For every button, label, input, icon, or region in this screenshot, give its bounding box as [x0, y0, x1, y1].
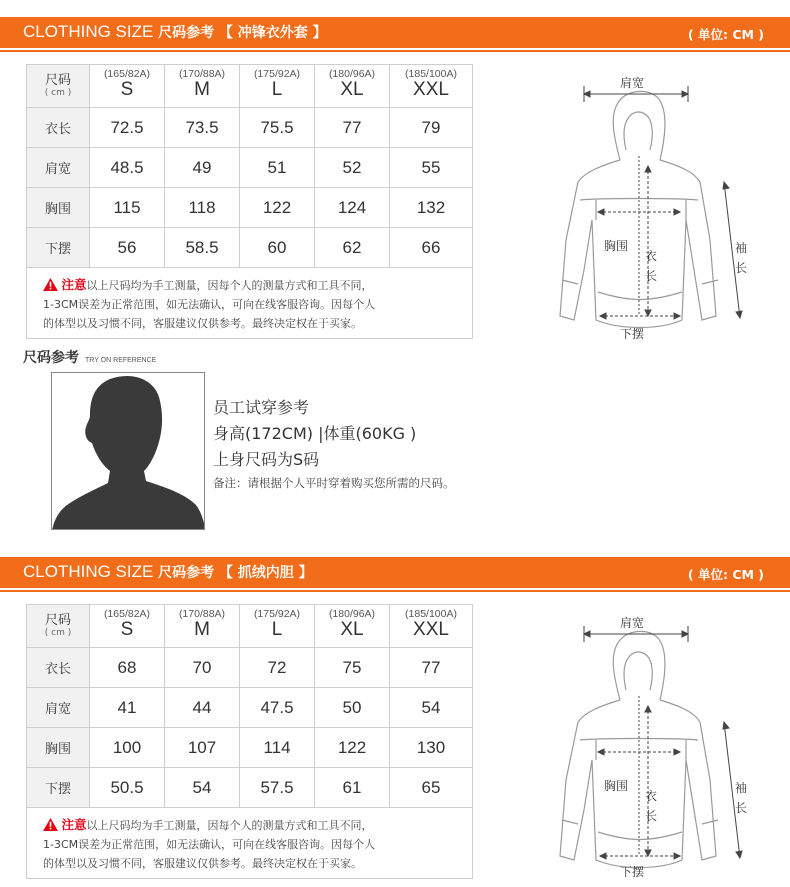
chest-label: 胸围: [604, 779, 629, 793]
size-table-fleece: [26, 604, 473, 879]
note-line: 的体型以及习惯不同，客服建议仅供参考。最终决定权在于买家。: [43, 317, 362, 330]
cell-value: 73.5: [165, 108, 240, 148]
cell-value: 48.5: [90, 148, 165, 188]
size-spec: (175/92A): [253, 68, 301, 80]
reference-note: 备注：请根据个人平时穿着购买您所需的尺码。: [213, 476, 455, 490]
note-key: 注意: [61, 817, 87, 832]
note-line: 的体型以及习惯不同，客服建议仅供参考。最终决定权在于买家。: [43, 857, 362, 870]
unit-sub-label: ( cm ): [44, 88, 72, 98]
length-char: 衣: [644, 249, 657, 263]
row-label: 胸围: [27, 188, 90, 228]
header-title: [23, 22, 327, 42]
size-name: S: [120, 79, 134, 100]
size-name: XXL: [413, 79, 449, 100]
size-col-s: [90, 65, 165, 108]
unit-sub-label: ( cm ): [44, 628, 72, 638]
size-name: L: [271, 79, 283, 100]
size-spec: (165/82A): [103, 608, 151, 620]
table-row-chest: [27, 728, 473, 768]
reference-text: [213, 395, 455, 493]
cell-value: 50: [315, 688, 390, 728]
header-bar: [0, 557, 790, 588]
header-underline: [0, 50, 790, 52]
size-col-xxl: [390, 65, 473, 108]
size-name: M: [194, 79, 210, 100]
hem-label: 下摆: [620, 327, 645, 341]
cell-value: 65: [390, 768, 473, 808]
cell-value: 114: [240, 728, 315, 768]
note-line: 以上尺码均为手工测量，因每个人的测量方式和工具不同，: [86, 819, 373, 832]
table-row-chest: [27, 188, 473, 228]
note-text: [43, 815, 462, 873]
size-spec: (165/82A): [103, 68, 151, 80]
size-col-m: [165, 65, 240, 108]
sleeve-char: 长: [734, 801, 747, 815]
reference-line-body: 身高(172CM) |体重(60KG ): [213, 424, 417, 443]
length-char: 长: [644, 809, 657, 823]
fleece-outline: [540, 610, 760, 880]
person-silhouette: [52, 373, 205, 530]
cell-value: 62: [315, 228, 390, 268]
cell-value: 100: [90, 728, 165, 768]
section-header-fleece: [0, 557, 790, 591]
cell-value: 122: [315, 728, 390, 768]
cell-value: 61: [315, 768, 390, 808]
cell-value: 130: [390, 728, 473, 768]
size-spec: (180/96A): [328, 68, 376, 80]
reference-line-title: 员工试穿参考: [213, 398, 310, 417]
size-table-jacket: [26, 64, 473, 339]
warning-triangle-icon: [43, 278, 58, 291]
chest-label: 胸围: [604, 239, 629, 253]
reference-title-cn: 尺码参考: [23, 350, 79, 366]
cell-value: 107: [165, 728, 240, 768]
warning-triangle-icon: [43, 818, 58, 831]
length-label: [644, 786, 658, 826]
title-en: CLOTHING SIZE: [23, 562, 154, 581]
cell-value: 56: [90, 228, 165, 268]
section-header-jacket: [0, 17, 790, 51]
table-row-hem: [27, 228, 473, 268]
size-name: S: [120, 619, 134, 640]
title-cn: 尺码参考: [158, 25, 215, 41]
title-cn: 尺码参考: [158, 565, 215, 581]
size-spec: (185/100A): [405, 68, 457, 80]
row-label: 下摆: [27, 228, 90, 268]
size-spec: (185/100A): [405, 608, 457, 620]
unit-label: ( 单位: CM ): [687, 567, 764, 582]
size-header-row: [27, 65, 473, 108]
size-spec: (170/88A): [178, 608, 226, 620]
reference-title-en: TRY ON REFERENCE: [85, 357, 157, 364]
cell-value: 54: [165, 768, 240, 808]
cell-value: 60: [240, 228, 315, 268]
cell-value: 51: [240, 148, 315, 188]
sleeve-char: 袖: [734, 241, 747, 255]
size-name: L: [271, 619, 283, 640]
size-name: XL: [340, 619, 364, 640]
cell-value: 132: [390, 188, 473, 228]
cell-value: 44: [165, 688, 240, 728]
cell-value: 58.5: [165, 228, 240, 268]
sleeve-char: 长: [734, 261, 747, 275]
size-header-row: [27, 605, 473, 648]
cell-value: 77: [315, 108, 390, 148]
cell-value: 50.5: [90, 768, 165, 808]
size-col-l: [240, 65, 315, 108]
row-label: 胸围: [27, 728, 90, 768]
note-cell: [27, 268, 473, 339]
note-row: [27, 808, 473, 879]
size-col-xxl: [390, 605, 473, 648]
sleeve-label: [734, 778, 748, 818]
reference-line-size: 上身尺码为S码: [213, 450, 320, 469]
cell-value: 47.5: [240, 688, 315, 728]
jacket-outline: [540, 70, 760, 340]
size-col-xl: [315, 605, 390, 648]
sleeve-label: [734, 238, 748, 278]
cell-value: 79: [390, 108, 473, 148]
size-col-xl: [315, 65, 390, 108]
cell-value: 68: [90, 648, 165, 688]
header-underline: [0, 590, 790, 592]
cell-value: 72: [240, 648, 315, 688]
length-label: [644, 246, 658, 286]
size-label-cell: [27, 605, 90, 648]
table-row-length: [27, 648, 473, 688]
shoulder-label: 肩宽: [620, 616, 645, 630]
cell-value: 75: [315, 648, 390, 688]
note-cell: [27, 808, 473, 879]
unit-label: ( 单位: CM ): [687, 27, 764, 42]
size-name: XXL: [413, 619, 449, 640]
cell-value: 77: [390, 648, 473, 688]
cell-value: 49: [165, 148, 240, 188]
cell-value: 124: [315, 188, 390, 228]
cell-value: 52: [315, 148, 390, 188]
hem-label: 下摆: [620, 865, 645, 879]
row-label: 下摆: [27, 768, 90, 808]
cell-value: 57.5: [240, 768, 315, 808]
note-line: 1-3CM误差为正常范围，如无法确认，可向在线客服咨询。因每个人: [43, 298, 376, 311]
note-row: [27, 268, 473, 339]
jacket-diagram: [540, 70, 760, 340]
cell-value: 122: [240, 188, 315, 228]
title-en: CLOTHING SIZE: [23, 22, 154, 41]
note-text: [43, 275, 462, 333]
row-label: 衣长: [27, 108, 90, 148]
size-label-cell: [27, 65, 90, 108]
cell-value: 72.5: [90, 108, 165, 148]
product-name: 【 冲锋衣外套 】: [218, 25, 327, 41]
size-label: 尺码: [44, 613, 71, 628]
table-row-hem: [27, 768, 473, 808]
product-name: 【 抓绒内胆 】: [218, 565, 313, 581]
size-label: 尺码: [44, 73, 71, 88]
cell-value: 75.5: [240, 108, 315, 148]
size-col-l: [240, 605, 315, 648]
cell-value: 54: [390, 688, 473, 728]
table-row-shoulder: [27, 148, 473, 188]
size-spec: (175/92A): [253, 608, 301, 620]
table-row-length: [27, 108, 473, 148]
note-line: 以上尺码均为手工测量，因每个人的测量方式和工具不同，: [86, 279, 373, 292]
size-name: XL: [340, 79, 364, 100]
sleeve-char: 袖: [734, 781, 747, 795]
cell-value: 55: [390, 148, 473, 188]
size-col-m: [165, 605, 240, 648]
size-col-s: [90, 605, 165, 648]
size-spec: (170/88A): [178, 68, 226, 80]
header-title: [23, 562, 313, 582]
shoulder-label: 肩宽: [620, 76, 645, 90]
cell-value: 41: [90, 688, 165, 728]
length-char: 衣: [644, 789, 657, 803]
table-row-shoulder: [27, 688, 473, 728]
row-label: 肩宽: [27, 148, 90, 188]
note-key: 注意: [61, 277, 87, 292]
size-name: M: [194, 619, 210, 640]
note-line: 1-3CM误差为正常范围，如无法确认，可向在线客服咨询。因每个人: [43, 838, 376, 851]
try-on-reference-title: [23, 347, 156, 367]
cell-value: 115: [90, 188, 165, 228]
row-label: 肩宽: [27, 688, 90, 728]
size-spec: (180/96A): [328, 608, 376, 620]
length-char: 长: [644, 269, 657, 283]
model-photo: [51, 372, 205, 530]
cell-value: 70: [165, 648, 240, 688]
row-label: 衣长: [27, 648, 90, 688]
fleece-diagram: [540, 610, 760, 880]
header-bar: [0, 17, 790, 48]
cell-value: 118: [165, 188, 240, 228]
cell-value: 66: [390, 228, 473, 268]
